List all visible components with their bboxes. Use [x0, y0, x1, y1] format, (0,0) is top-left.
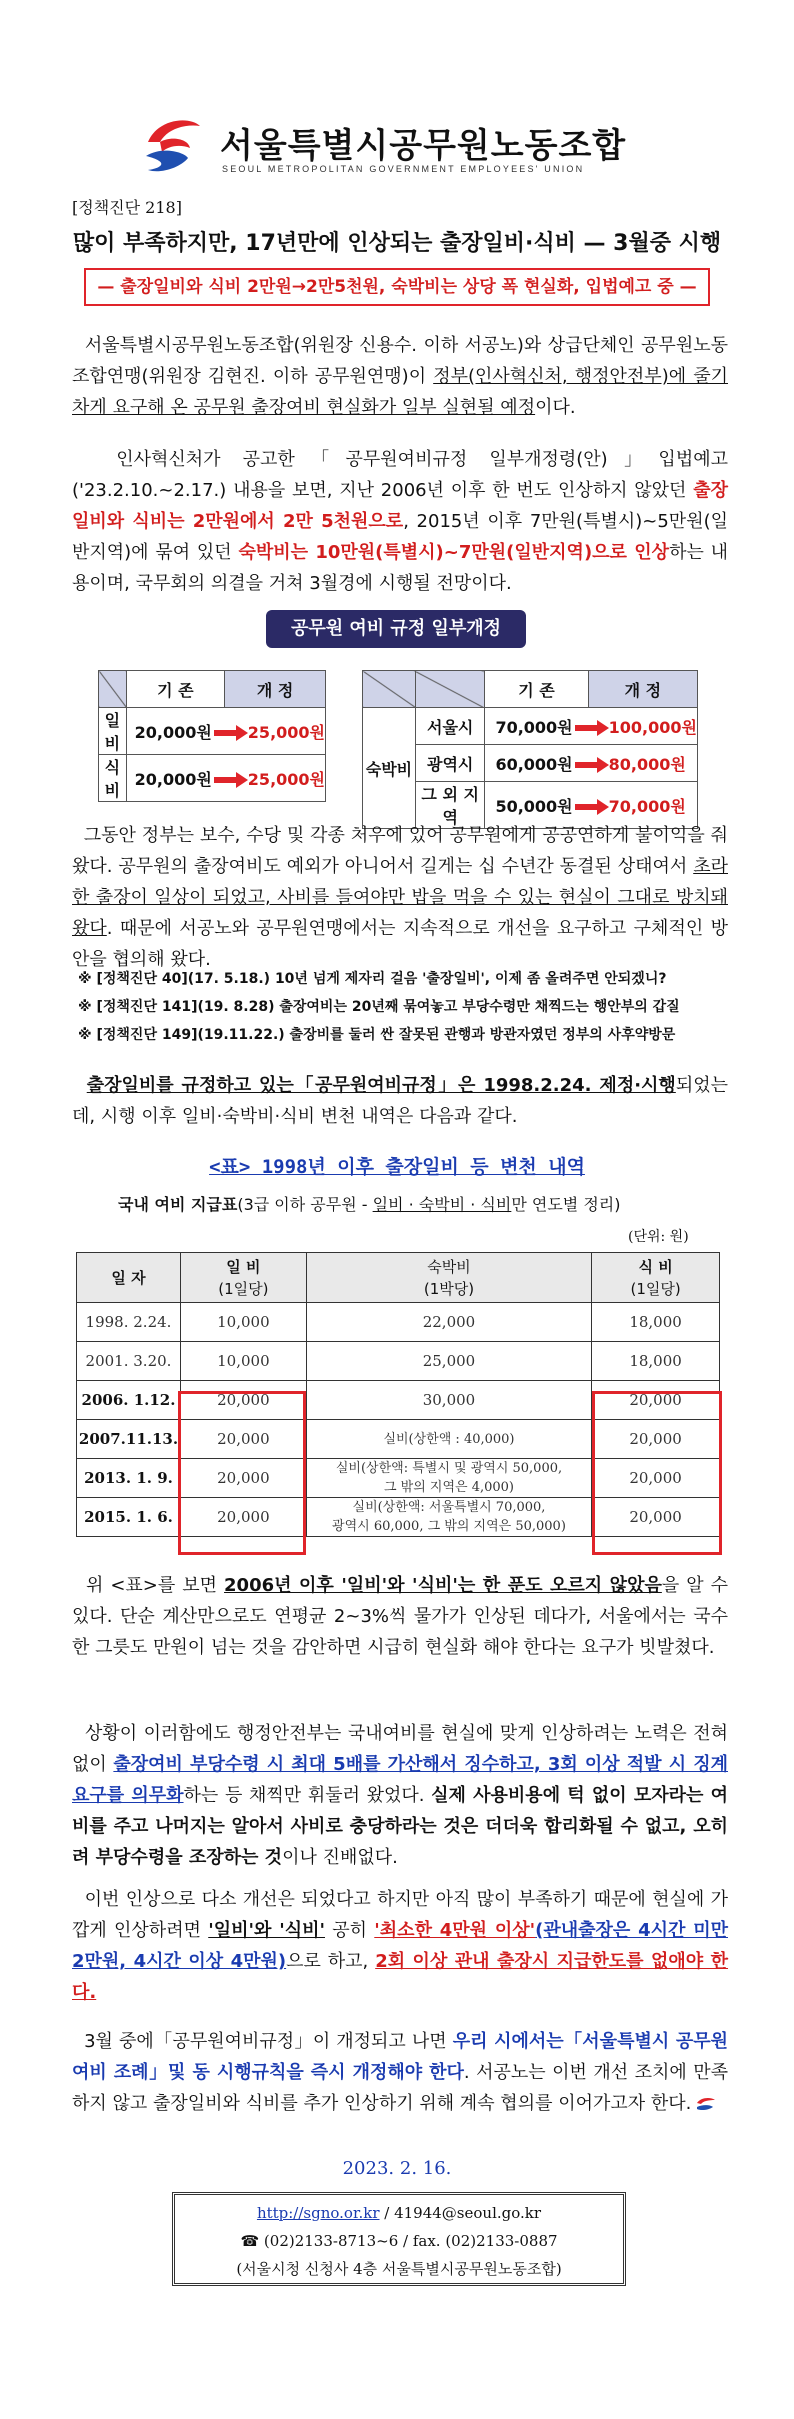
history-table-subtitle: 국내 여비 지급표(3급 이하 공무원 - 일비 · 숙박비 · 식비만 연도별 정리) — [118, 1195, 621, 1214]
paragraph-demand: 이번 인상으로 다소 개선은 되었다고 하지만 아직 많이 부족하기 때문에 현실에 가깝게 인상하려면 '일비'와 '식비' 공히 '최소한 4만원 이상'(관내출장은 4시간 미만 2만원, 4시간 이상 4만원)으로 하고, 2회 이상 관내 출장시 지급한도를 없애야 한다. — [72, 1889, 729, 2003]
email: / 41944@seoul.go.kr — [379, 2204, 542, 2222]
arrow-right-icon — [214, 727, 248, 739]
table-row: 2006. 1.12. 20,000 30,000 20,000 — [77, 1381, 720, 1420]
arrow-right-icon — [575, 759, 609, 771]
reference-note: ※ [정책진단 141](19. 8.28) 출장여비는 20년째 묶여놓고 부당수령만 채찍드는 행안부의 갑질 — [78, 999, 680, 1015]
union-emblem-icon — [695, 2097, 717, 2111]
col-date: 일 자 — [77, 1253, 181, 1303]
region-label: 광역시 — [415, 745, 485, 782]
publish-date: 2023. 2. 16. — [342, 2158, 452, 2179]
history-table-title: <표> 1998년 이후 출장일비 등 변천 내역 — [209, 1156, 585, 1178]
region-label: 그 외 지역 — [415, 782, 485, 829]
table-row: 2007.11.13. 20,000 실비(상한액 : 40,000) 20,000 — [77, 1420, 720, 1459]
table-row: 2001. 3.20. 10,000 25,000 18,000 — [77, 1342, 720, 1381]
subheadline-box: — 출장일비와 식비 2만원→2만5천원, 숙박비는 상당 폭 현실화, 입법예고 중 — — [84, 268, 710, 306]
new-value: 80,000원 — [608, 754, 686, 774]
table-row — [99, 708, 326, 755]
new-value: 100,000원 — [608, 717, 697, 737]
headline: 많이 부족하지만, 17년만에 인상되는 출장일비·식비 — 3월중 시행 — [72, 231, 722, 256]
new-value: 25,000원 — [247, 722, 325, 742]
arrow-right-icon — [575, 801, 609, 813]
base-value: 50,000원 — [495, 796, 573, 816]
table-corner — [363, 671, 416, 708]
reference-note: ※ [정책진단 149](19.11.22.) 출장비를 둘러 싼 잘못된 관행과 방관자였던 정부의 사후약방문 — [78, 1027, 676, 1043]
address: (서울시청 신청사 4층 서울특별시공무원노동조합) — [236, 2260, 562, 2278]
base-value: 20,000원 — [134, 769, 212, 789]
allowance-table — [98, 670, 326, 802]
arrow-right-icon — [575, 722, 609, 734]
contact-box — [172, 2192, 626, 2286]
reference-note: ※ [정책진단 40](17. 5.18.) 10년 넘게 제자리 걸음 '출장일비', 이제 좀 올려주면 안되겠니? — [78, 971, 667, 987]
col-meal: 식 비 (1일당) — [592, 1253, 720, 1303]
table-header-base: 기 존 — [126, 671, 225, 708]
table-corner — [415, 671, 485, 708]
base-value: 20,000원 — [134, 722, 212, 742]
policy-tag: [정책진단 218] — [72, 198, 182, 217]
table-header-row — [77, 1253, 720, 1303]
table-header-base: 기 존 — [485, 671, 588, 708]
org-name-en: SEOUL METROPOLITAN GOVERNMENT EMPLOYEES' UNION — [222, 164, 585, 174]
paragraph-background: 그동안 정부는 보수, 수당 및 각종 처우에 있어 공무원에게 공공연하게 불이익을 줘 왔다. 공무원의 출장여비도 예외가 아니어서 길게는 십 수년간 동결된 상태여서 초라한 출장이 일상이 되었고, 사비를 들여야만 밥을 먹을 수 있는 현실이 그대로 방치돼 왔다. 때문에 서공노와 공무원연맹에서는 지속적으로 개선을 요구하고 구체적인 방안을 협의해 왔다. — [72, 825, 728, 970]
table-row — [99, 755, 326, 802]
paragraph-conclusion: 3월 중에「공무원여비규정」이 개정되고 나면 우리 시에서는「서울특별시 공무원여비 조례」및 동 시행규칙을 즉시 개정해야 한다. 서공노는 이번 개선 조치에 만족하지 않고 출장일비와 식비를 추가 인상하기 위해 계속 협의를 이어가고자 한다. — [72, 2031, 728, 2114]
region-label: 서울시 — [415, 708, 485, 745]
org-name: 서울특별시공무원노동조합 — [220, 126, 627, 166]
table-row: 2013. 1. 9. 20,000 실비(상한액: 특별시 및 광역시 50,000, 그 밖의 지역은 4,000) 20,000 — [77, 1459, 720, 1498]
table-header-new: 개 정 — [225, 671, 326, 708]
paragraph-revision: 인사혁신처가 공고한「공무원여비규정 일부개정령(안)」입법예고('23.2.10.~2.17.) 내용을 보면, 지난 2006년 이후 한 번도 인상하지 않았던 출장일비와 식비는 2만원에서 2만 5천원으로, 2015년 이후 7만원(특별시)~5만원(일반지역)에 묶여 있던 숙박비는 10만원(특별시)~7만원(일반지역)으로 인상하는 내용이며, 국무회의 의결을 거쳐 3월경에 시행될 전망이다. — [72, 449, 729, 594]
table-row — [363, 708, 698, 745]
paragraph-intro: 서울특별시공무원노동조합(위원장 신용수. 이하 서공노)와 상급단체인 공무원노동조합연맹(위원장 김현진. 이하 공무원연맹)이 정부(인사혁신처, 행정안전부)에 줄기차게 요구해 온 공무원 출장여비 현실화가 일부 실현될 예정이다. — [72, 335, 728, 418]
phone-fax: ☎ (02)2133-8713~6 / fax. (02)2133-0887 — [240, 2232, 558, 2250]
base-value: 70,000원 — [495, 717, 573, 737]
table-header-new: 개 정 — [588, 671, 697, 708]
highlight-meal-box — [592, 1391, 722, 1555]
table-row: 1998. 2.24. 10,000 22,000 18,000 — [77, 1303, 720, 1342]
paragraph-criticism: 상황이 이러함에도 행정안전부는 국내여비를 현실에 맞게 인상하려는 노력은 전혀 없이 출장여비 부당수령 시 최대 5배를 가산해서 징수하고, 3회 이상 적발 시 징계요구를 의무화하는 등 채찍만 휘둘러 왔었다. 실제 사용비용에 턱 없이 모자라는 여비를 주고 나머지는 알아서 사비로 충당하라는 것은 더더욱 합리화될 수 없고, 오히려 부당수령을 조장하는 것이나 진배없다. — [72, 1723, 728, 1868]
base-value: 60,000원 — [495, 754, 573, 774]
paragraph-regulation: 출장일비를 규정하고 있는「공무원여비규정」은 1998.2.24. 제정·시행되었는데, 시행 이후 일비·숙박비·식비 변천 내역은 다음과 같다. — [72, 1075, 728, 1127]
highlight-daily-box — [178, 1391, 306, 1555]
lodging-table — [362, 670, 698, 829]
table-row: 2015. 1. 6. 20,000 실비(상한액: 서울특별시 70,000, 광역시 60,000, 그 밖의 지역은 50,000) 20,000 — [77, 1498, 720, 1537]
table-corner — [99, 671, 127, 708]
new-value: 70,000원 — [608, 796, 686, 816]
col-lodging: 숙박비 (1박당) — [306, 1253, 591, 1303]
row-label: 일비 — [99, 708, 127, 755]
website-link[interactable]: http://sgno.or.kr — [256, 2204, 380, 2222]
revision-title: 공무원 여비 규정 일부개정 — [266, 610, 526, 648]
union-logo — [128, 108, 668, 184]
new-value: 25,000원 — [247, 769, 325, 789]
row-group-label: 숙박비 — [363, 708, 416, 829]
col-daily: 일 비 (1일당) — [180, 1253, 306, 1303]
unit-label: (단위: 원) — [628, 1229, 689, 1245]
union-emblem-icon — [140, 112, 206, 178]
paragraph-analysis: 위 <표>를 보면 2006년 이후 '일비'와 '식비'는 한 푼도 오르지 않았음을 알 수 있다. 단순 계산만으로도 연평균 2~3%씩 물가가 인상된 데다가, 서울에서는 국수 한 그릇도 만원이 넘는 것을 감안하면 시급히 현실화 해야 한다는 요구가 빗발쳤다. — [72, 1575, 728, 1658]
row-label: 식비 — [99, 755, 127, 802]
arrow-right-icon — [214, 774, 248, 786]
